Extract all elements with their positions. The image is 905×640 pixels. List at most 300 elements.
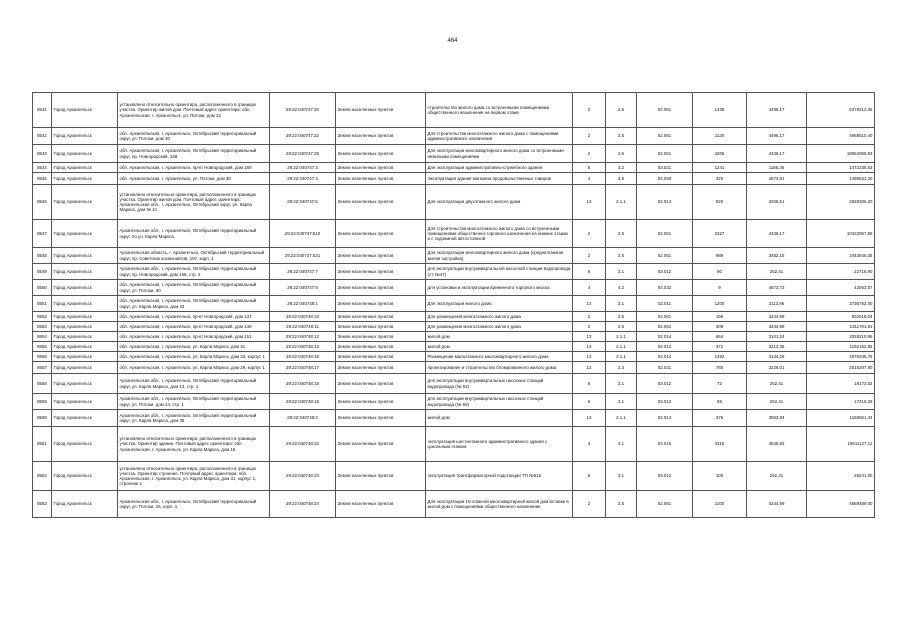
permitted-use-cell: Для строительства многоэтажного жилого дома с помещениями административного назначения: [426, 128, 573, 145]
row-number: 8559: [33, 394, 52, 410]
address-cell: установлено относительно ориентира, расположенного в границах участка. Ориентир здание. Почтовый адрес ориентира: обл. Архангельская, г. Архангельск, ул. Карла Маркса, дом 15: [118, 427, 270, 462]
table-row: [33, 352, 875, 362]
subgroup-code-cell: 3.1: [606, 462, 637, 491]
group-code-cell: 2: [573, 248, 606, 264]
specific-value-cell: 4673,81: [747, 173, 807, 185]
area-cell: 69: [693, 394, 747, 410]
cadastral-value-cell: 6378212,46: [807, 93, 875, 128]
cadastral-number-cell: 29:22:040748:10: [270, 312, 336, 322]
use-code-cell: 04.032: [637, 280, 693, 296]
land-category-cell: Земли населенных пунктов: [336, 352, 426, 362]
address-cell: установлено относительно ориентира, расположенного в границах участка. Ориентир жилой дом. Почтовый адрес ориентира: обл. Архангельская, г. Архангельск, ул. Потоки, дом 32: [118, 93, 270, 128]
cadastral-number-cell: 29:22:040747:510: [270, 220, 336, 248]
land-category-cell: Земли населенных пунктов: [336, 342, 426, 352]
table-row: [33, 220, 875, 248]
cadastral-number-cell: 29:22:040748:16: [270, 352, 336, 362]
land-category-cell: Земли населенных пунктов: [336, 322, 426, 332]
subgroup-code-cell: 2.6: [606, 145, 637, 163]
use-code-cell: 02.051: [637, 248, 693, 264]
subgroup-code-cell: 3.2: [606, 163, 637, 173]
row-number: 8555: [33, 342, 52, 352]
row-number: 8554: [33, 332, 52, 342]
address-cell: обл. Архангельская, г. Архангельск, пр-кт Новгородский, дом 160: [118, 163, 270, 173]
cadastral-value-cell: 17416,29: [807, 394, 875, 410]
specific-value-cell: 4496,17: [747, 128, 807, 145]
address-cell: Архангельская обл., г. Архангельск, Октябрьский территориальный округ, пр. Новгородский, дом 158, стр. 2: [118, 264, 270, 280]
land-category-cell: Земли населенных пунктов: [336, 410, 426, 427]
cadastral-number-cell: 29:22:040748:23: [270, 462, 336, 491]
table-row: [33, 173, 875, 185]
permitted-use-cell: эксплуатация шестиэтажного административного здания с цокольным этажом: [426, 427, 573, 462]
cadastral-number-cell: 29:22:040747:22: [270, 128, 336, 145]
group-code-cell: 13: [573, 410, 606, 427]
cadastral-number-cell: 29:22:040748:17: [270, 362, 336, 374]
cadastral-value-cell: 19611127,12: [807, 427, 875, 462]
permitted-use-cell: Для строительства многоэтажного жилого дома со встроенными помещениями общественно-торгового назначения на нижних этажах и с подземной автостоянкой: [426, 220, 573, 248]
subgroup-code-cell: 4.1: [606, 427, 637, 462]
specific-value-cell: 4673,73: [747, 280, 807, 296]
row-number: 8550: [33, 280, 52, 296]
subgroup-code-cell: 3.1: [606, 394, 637, 410]
area-cell: 1200: [693, 296, 747, 312]
subgroup-code-cell: 4.5: [606, 173, 637, 185]
row-number: 8563: [33, 491, 52, 518]
address-cell: обл. Архангельская, г. Архангельск, ул. Карла Маркса, дом 31: [118, 342, 270, 352]
city-cell: Город Архангельск: [52, 352, 118, 362]
specific-value-cell: 4244,99: [747, 312, 807, 322]
land-category-cell: Земли населенных пунктов: [336, 145, 426, 163]
permitted-use-cell: Для размещения многоэтажного жилого дома: [426, 312, 573, 322]
use-code-cell: 03.021: [637, 163, 693, 173]
specific-value-cell: 3063,84: [747, 410, 807, 427]
address-cell: Архангельская обл., г. Архангельск, Октябрьский территориальный округ, ул. Карла Маркса, дом 13, стр. 1: [118, 374, 270, 394]
permitted-use-cell: для эксплуатации внутриквартальных насосных станций водопровода (№ 53): [426, 374, 573, 394]
cadastral-value-cell: 3736752,00: [807, 296, 875, 312]
permitted-use-cell: Для эксплуатации многоквартирного жилого дома со встроенными нежилыми помещениями: [426, 145, 573, 163]
row-number: 8562: [33, 462, 52, 491]
permitted-use-cell: проектирование и строительство блокированного жилого дома: [426, 362, 573, 374]
land-category-cell: Земли населенных пунктов: [336, 362, 426, 374]
cadastral-value-cell: 2629336,20: [807, 185, 875, 220]
specific-value-cell: 4545,82: [747, 427, 807, 462]
permitted-use-cell: Размещение малоэтажного многоквартирного жилого дома: [426, 352, 573, 362]
cadastral-number-cell: 29:22:040747:20: [270, 93, 336, 128]
cadastral-value-cell: 18173,52: [807, 374, 875, 394]
land-category-cell: Земли населенных пунктов: [336, 312, 426, 322]
row-number: 8549: [33, 264, 52, 280]
address-cell: установлено относительно ориентира, расположенного в границах участка. Ориентир строение. Почтовый адрес ориентира: обл. Архангельская, г. Архангельск, ул. Карла Маркса, дом 31, корпус 1, строение 1: [118, 462, 270, 491]
address-cell: обл. Архангельская, г. Архангельск, Октябрьский территориальный округ, пр. Новгородский, 158: [118, 145, 270, 163]
city-cell: Город Архангельск: [52, 332, 118, 342]
cadastral-value-cell: 22716,90: [807, 264, 875, 280]
city-cell: Город Архангельск: [52, 296, 118, 312]
row-number: 8561: [33, 427, 52, 462]
group-code-cell: 13: [573, 332, 606, 342]
area-cell: 196: [693, 312, 747, 322]
row-number: 8542: [33, 128, 52, 145]
permitted-use-cell: Для эксплуатации многоквартирного жилого дома (среднеэтажная жилая застройка): [426, 248, 573, 264]
use-code-cell: 04.050: [637, 173, 693, 185]
city-cell: Город Архангельск: [52, 264, 118, 280]
permitted-use-cell: жилой дом: [426, 410, 573, 427]
subgroup-code-cell: 4.2: [606, 280, 637, 296]
cadastral-value-cell: 2028210,96: [807, 332, 875, 342]
group-code-cell: 2: [573, 145, 606, 163]
land-category-cell: Земли населенных пунктов: [336, 427, 426, 462]
group-code-cell: 13: [573, 185, 606, 220]
permitted-use-cell: строительство жилого дома со встроенными помещениями общественного назначения на первом этаже: [426, 93, 573, 128]
table-row: [33, 128, 875, 145]
land-category-cell: Земли населенных пунктов: [336, 163, 426, 173]
address-cell: обл. Архангельская, г. Архангельск, пр-кт Новгородский, дом 151: [118, 332, 270, 342]
group-code-cell: 2: [573, 322, 606, 332]
specific-value-cell: 4244,99: [747, 322, 807, 332]
specific-value-cell: 252,41: [747, 394, 807, 410]
row-number: 8546: [33, 185, 52, 220]
subgroup-code-cell: 2.1.1: [606, 332, 637, 342]
cadastral-number-cell: 29:22:040747:3: [270, 163, 336, 173]
table-row: [33, 280, 875, 296]
area-cell: 320: [693, 173, 747, 185]
table-row: [33, 491, 875, 518]
cadastral-value-cell: 10322967,59: [807, 220, 875, 248]
area-cell: 371: [693, 342, 747, 352]
group-code-cell: 13: [573, 352, 606, 362]
specific-value-cell: 252,41: [747, 374, 807, 394]
group-code-cell: 4: [573, 173, 606, 185]
cadastral-number-cell: 29:22:040748:24: [270, 491, 336, 518]
subgroup-code-cell: 2.5: [606, 491, 637, 518]
permitted-use-cell: Эксплуатация здания магазина продовольственных товаров: [426, 173, 573, 185]
land-category-cell: Земли населенных пунктов: [336, 394, 426, 410]
table-row: [33, 462, 875, 491]
use-code-cell: 02.011: [637, 296, 693, 312]
specific-value-cell: 4244,99: [747, 491, 807, 518]
specific-value-cell: 3213,35: [747, 342, 807, 352]
city-cell: Город Архангельск: [52, 173, 118, 185]
cadastral-value-cell: 1192152,85: [807, 342, 875, 352]
address-cell: обл. Архангельская, г. Архангельск, ул. Потоки, дом 30: [118, 173, 270, 185]
cadastral-value-cell: 4676345,76: [807, 352, 875, 362]
use-code-cell: 03.012: [637, 394, 693, 410]
area-cell: 376: [693, 410, 747, 427]
specific-value-cell: 4436,17: [747, 145, 807, 163]
permitted-use-cell: для эксплуатации внутриквартальной насосной станции водопровода (ст. №47): [426, 264, 573, 280]
city-cell: Город Архангельск: [52, 394, 118, 410]
row-number: 8552: [33, 312, 52, 322]
use-code-cell: 02.061: [637, 312, 693, 322]
cadastral-number-cell: 29:22:040747:7: [270, 264, 336, 280]
permitted-use-cell: Для эксплуатации двухэтажного жилого дома: [426, 185, 573, 220]
land-category-cell: Земли населенных пунктов: [336, 248, 426, 264]
land-category-cell: Земли населенных пунктов: [336, 462, 426, 491]
land-category-cell: Земли населенных пунктов: [336, 93, 426, 128]
row-number: 8556: [33, 352, 52, 362]
cadastral-number-cell: 29:22:040747:4: [270, 173, 336, 185]
group-code-cell: 6: [573, 462, 606, 491]
city-cell: Город Архангельск: [52, 410, 118, 427]
subgroup-code-cell: 2.5: [606, 220, 637, 248]
specific-value-cell: 3101,24: [747, 332, 807, 342]
land-category-cell: Земли населенных пунктов: [336, 491, 426, 518]
permitted-use-cell: для установки и эксплуатации временного торгового киоска: [426, 280, 573, 296]
table-row: [33, 362, 875, 374]
table-row: [33, 248, 875, 264]
group-code-cell: 6: [573, 374, 606, 394]
area-cell: 4206: [693, 145, 747, 163]
row-number: 8557: [33, 362, 52, 374]
subgroup-code-cell: 2.3: [606, 362, 637, 374]
address-cell: обл. Архангельская, г. Архангельск, Октябрьский территориальный округ, ул. Карла Маркса, дом 33: [118, 296, 270, 312]
area-cell: 1492: [693, 352, 747, 362]
specific-value-cell: 3482,15: [747, 248, 807, 264]
group-code-cell: 13: [573, 342, 606, 352]
permitted-use-cell: эксплуатация трансформаторной подстанции ТП №515: [426, 462, 573, 491]
specific-value-cell: 1186,35: [747, 163, 807, 173]
cadastral-number-cell: 29:22:040748:1: [270, 296, 336, 312]
permitted-use-cell: Для эксплуатации 10-этажной многоквартирной жилой дом вставки в жилой дом с помещениями общественного назначения: [426, 491, 573, 518]
cadastral-number-cell: 29:22:040748:12: [270, 332, 336, 342]
table-row: [33, 342, 875, 352]
area-cell: 780: [693, 362, 747, 374]
cadastral-value-table: [32, 92, 875, 518]
subgroup-code-cell: 2.1.1: [606, 185, 637, 220]
permitted-use-cell: жилой дом: [426, 332, 573, 342]
specific-value-cell: 3206,51: [747, 185, 807, 220]
subgroup-code-cell: 2.5: [606, 312, 637, 322]
table-row: [33, 394, 875, 410]
use-code-cell: 02.061: [637, 145, 693, 163]
row-number: 8547: [33, 220, 52, 248]
address-cell: Архангельская обл., г. Архангельск, Октябрьский территориальный округ, ул. Потоки, дом 24, стр. 1: [118, 394, 270, 410]
subgroup-code-cell: 2.5: [606, 248, 637, 264]
table-row: [33, 145, 875, 163]
land-category-cell: Земли населенных пунктов: [336, 374, 426, 394]
city-cell: Город Архангельск: [52, 248, 118, 264]
cadastral-value-cell: 1472235,53: [807, 163, 875, 173]
cadastral-value-cell: 4968510,40: [807, 128, 875, 145]
address-cell: Архангельская обл., г. Архангельск, Октябрьский территориальный округ, ул. Потоки, 26, корп. 1: [118, 491, 270, 518]
group-code-cell: 4: [573, 427, 606, 462]
subgroup-code-cell: 3.1: [606, 374, 637, 394]
area-cell: 90: [693, 264, 747, 280]
address-cell: Архангельская обл., г. Архангельск, Октябрьский территориальный округ, по ул. Карла Маркса: [118, 220, 270, 248]
table-row: [33, 374, 875, 394]
cadastral-number-cell: 29:22:040748:2: [270, 410, 336, 427]
cadastral-number-cell: 29:22:040748:11: [270, 322, 336, 332]
row-number: 8548: [33, 248, 52, 264]
table-row: [33, 312, 875, 322]
address-cell: обл. Архангельская, г. Архангельск, Октябрьский территориальный округ, ул. Потоки, дом 30: [118, 128, 270, 145]
cadastral-value-cell: 25241,00: [807, 462, 875, 491]
table-row: [33, 332, 875, 342]
cadastral-value-cell: 832018,04: [807, 312, 875, 322]
row-number: 8543: [33, 145, 52, 163]
area-cell: 72: [693, 374, 747, 394]
city-cell: Город Архангельск: [52, 220, 118, 248]
cadastral-number-cell: 29:22:040747:6: [270, 185, 336, 220]
specific-value-cell: 3134,26: [747, 352, 807, 362]
address-cell: Архангельская обл., г. Архангельск, Октябрьский территориальный округ, ул. Карла Маркса, дом 35: [118, 410, 270, 427]
use-code-cell: 02.061: [637, 93, 693, 128]
address-cell: Архангельская область, г. Архангельск, Октябрьский территориальный округ, пр. Советских космонавтов, 107, корп. 1: [118, 248, 270, 264]
cadastral-number-cell: 29:22:040748:22: [270, 427, 336, 462]
cadastral-number-cell: 29:22:040747:521: [270, 248, 336, 264]
cadastral-number-cell: 29:22:040747:8: [270, 280, 336, 296]
subgroup-code-cell: 2.5: [606, 93, 637, 128]
row-number: 8553: [33, 322, 52, 332]
city-cell: Город Архангельск: [52, 462, 118, 491]
use-code-cell: 02.031: [637, 362, 693, 374]
area-cell: 989: [693, 248, 747, 264]
address-cell: установлено относительно ориентира, расположенного в границах участка. Ориентир жилой дом. Почтовый адрес ориентира: Архангельская обл., г. Архангельск, Октябрьский округ, ул. Карла Маркса, дом № 41: [118, 185, 270, 220]
cadastral-number-cell: 29:22:040748:13: [270, 342, 336, 352]
table-row: [33, 163, 875, 173]
table-row: [33, 322, 875, 332]
use-code-cell: 02.014: [637, 185, 693, 220]
city-cell: Город Архангельск: [52, 280, 118, 296]
group-code-cell: 5: [573, 163, 606, 173]
use-code-cell: 02.014: [637, 342, 693, 352]
permitted-use-cell: Для эксплуатации административно-служебного здания: [426, 163, 573, 173]
group-code-cell: 2: [573, 312, 606, 322]
table-row: [33, 185, 875, 220]
group-code-cell: 6: [573, 264, 606, 280]
use-code-cell: 02.061: [637, 491, 693, 518]
table-row: [33, 296, 875, 312]
page-number: 464: [447, 38, 458, 44]
table-row: [33, 264, 875, 280]
use-code-cell: 04.010: [637, 427, 693, 462]
land-category-cell: Земли населенных пунктов: [336, 185, 426, 220]
land-category-cell: Земли населенных пунктов: [336, 173, 426, 185]
area-cell: 2327: [693, 220, 747, 248]
table-row: [33, 93, 875, 128]
city-cell: Город Архангельск: [52, 491, 118, 518]
land-category-cell: Земли населенных пунктов: [336, 280, 426, 296]
subgroup-code-cell: 2.1.1: [606, 342, 637, 352]
use-code-cell: 03.012: [637, 264, 693, 280]
area-cell: 9: [693, 280, 747, 296]
use-code-cell: 03.012: [637, 462, 693, 491]
group-code-cell: 13: [573, 296, 606, 312]
table-body: [33, 93, 875, 518]
subgroup-code-cell: 2.1.1: [606, 352, 637, 362]
land-category-cell: Земли населенных пунктов: [336, 128, 426, 145]
table-row: [33, 427, 875, 462]
use-code-cell: 02.061: [637, 128, 693, 145]
group-code-cell: 4: [573, 280, 606, 296]
permitted-use-cell: жилой дом: [426, 342, 573, 352]
city-cell: Город Архангельск: [52, 312, 118, 322]
permitted-use-cell: Для эксплуатации жилого дома: [426, 296, 573, 312]
specific-value-cell: 4436,17: [747, 220, 807, 248]
subgroup-code-cell: 2.1.1: [606, 410, 637, 427]
cadastral-value-cell: 1495631,20: [807, 173, 875, 185]
subgroup-code-cell: 2.1: [606, 296, 637, 312]
use-code-cell: 03.012: [637, 374, 693, 394]
area-cell: 4316: [693, 427, 747, 462]
row-number: 8560: [33, 410, 52, 427]
cadastral-number-cell: 29:22:040747:25: [270, 145, 336, 163]
specific-value-cell: 3226,01: [747, 362, 807, 374]
area-cell: 820: [693, 185, 747, 220]
permitted-use-cell: для эксплуатации внутриквартальных насосных станций водопровода (№ 59): [426, 394, 573, 410]
cadastral-value-cell: 1311701,91: [807, 322, 875, 332]
use-code-cell: 02.061: [637, 220, 693, 248]
cadastral-number-cell: 29:22:040748:19: [270, 394, 336, 410]
group-code-cell: 2: [573, 128, 606, 145]
city-cell: Город Архангельск: [52, 427, 118, 462]
row-number: 8541: [33, 93, 52, 128]
area-cell: 309: [693, 322, 747, 332]
land-category-cell: Земли населенных пунктов: [336, 220, 426, 248]
city-cell: Город Архангельск: [52, 342, 118, 352]
area-cell: 100: [693, 462, 747, 491]
group-code-cell: 2: [573, 220, 606, 248]
land-category-cell: Земли населенных пунктов: [336, 264, 426, 280]
land-category-cell: Земли населенных пунктов: [336, 296, 426, 312]
area-cell: 654: [693, 332, 747, 342]
row-number: 8544: [33, 163, 52, 173]
row-number: 8551: [33, 296, 52, 312]
area-cell: 1438: [693, 93, 747, 128]
use-code-cell: 02.061: [637, 322, 693, 332]
use-code-cell: 02.014: [637, 352, 693, 362]
subgroup-code-cell: 2.5: [606, 128, 637, 145]
area-cell: 1120: [693, 128, 747, 145]
group-code-cell: 2: [573, 491, 606, 518]
table-row: [33, 410, 875, 427]
use-code-cell: 02.014: [637, 332, 693, 342]
address-cell: обл. Архангельская, г. Архангельск, ул. Карла Маркса, дом 33, корпус 1: [118, 352, 270, 362]
row-number: 8545: [33, 173, 52, 185]
cadastral-value-cell: 2516287,80: [807, 362, 875, 374]
group-code-cell: 13: [573, 362, 606, 374]
city-cell: Город Архангельск: [52, 145, 118, 163]
area-cell: 1241: [693, 163, 747, 173]
area-cell: 1100: [693, 491, 747, 518]
use-code-cell: 02.014: [637, 410, 693, 427]
specific-value-cell: 252,41: [747, 462, 807, 491]
cadastral-value-cell: 4669489,00: [807, 491, 875, 518]
address-cell: обл. Архангельская, г. Архангельск, ул. Карла Маркса, дом 29, корпус 1: [118, 362, 270, 374]
specific-value-cell: 252,41: [747, 264, 807, 280]
row-number: 8558: [33, 374, 52, 394]
group-code-cell: 6: [573, 394, 606, 410]
address-cell: обл. Архангельская, г. Архангельск, Октябрьский территориальный округ, ул. Потоки, 30: [118, 280, 270, 296]
city-cell: Город Архангельск: [52, 93, 118, 128]
city-cell: Город Архангельск: [52, 374, 118, 394]
group-code-cell: 2: [573, 93, 606, 128]
permitted-use-cell: Для размещения многоэтажного жилого дома: [426, 322, 573, 332]
subgroup-code-cell: 2.5: [606, 322, 637, 332]
address-cell: обл. Архангельская, г. Архангельск, пр-кт Новгородский, дом 147: [118, 312, 270, 322]
cadastral-value-cell: 3443846,35: [807, 248, 875, 264]
specific-value-cell: 4496,17: [747, 93, 807, 128]
city-cell: Город Архангельск: [52, 163, 118, 173]
cadastral-number-cell: 29:22:040748:18: [270, 374, 336, 394]
address-cell: обл. Архангельская, г. Архангельск, пр-кт Новгородский, дом 149: [118, 322, 270, 332]
city-cell: Город Архангельск: [52, 362, 118, 374]
cadastral-value-cell: 42063,57: [807, 280, 875, 296]
subgroup-code-cell: 3.1: [606, 264, 637, 280]
city-cell: Город Архангельск: [52, 185, 118, 220]
cadastral-value-cell: 1159561,44: [807, 410, 875, 427]
land-category-cell: Земли населенных пунктов: [336, 332, 426, 342]
specific-value-cell: 3113,96: [747, 296, 807, 312]
city-cell: Город Архангельск: [52, 128, 118, 145]
